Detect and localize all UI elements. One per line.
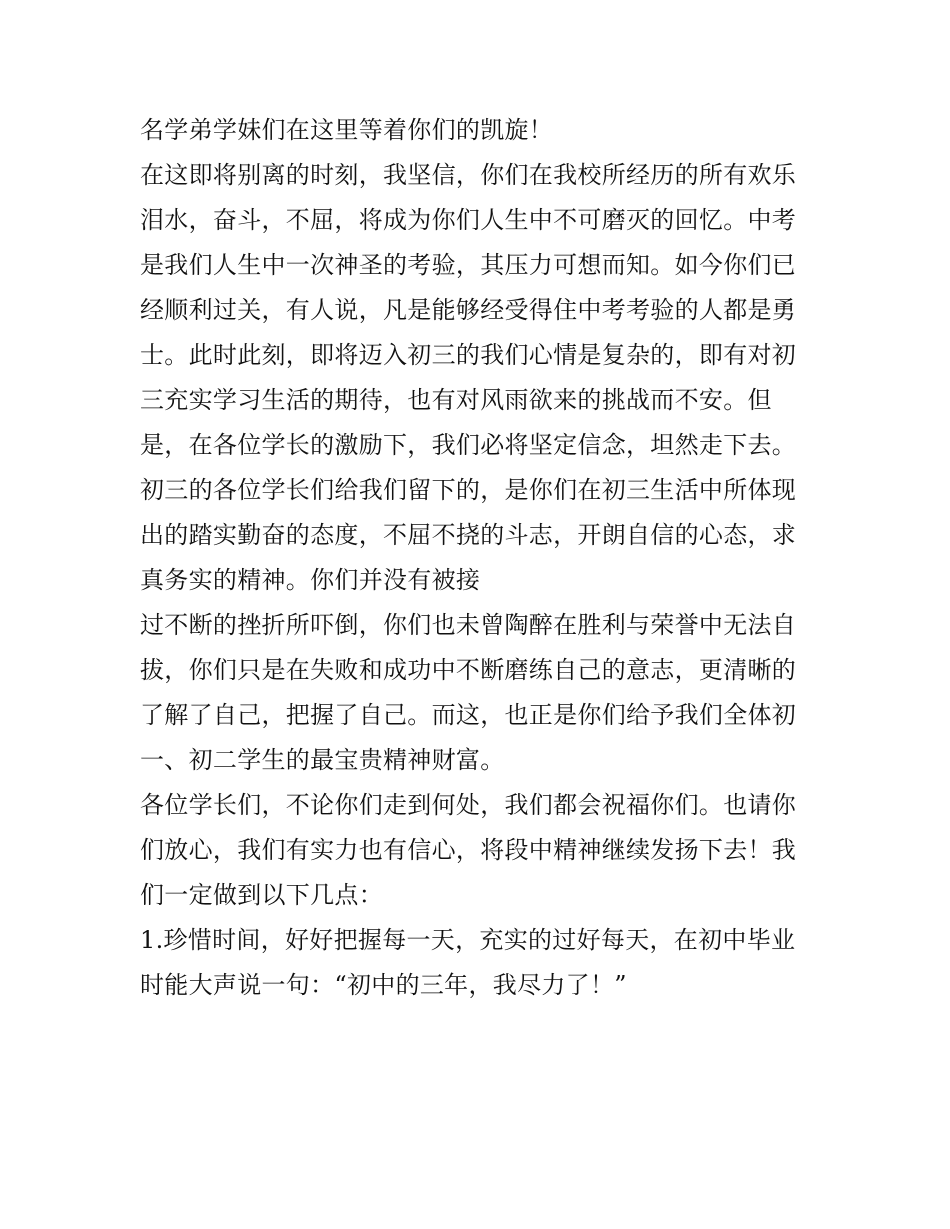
- text-line: 时能大声说一句：“初中的三年，我尽力了！”: [140, 971, 627, 999]
- text-line: 过不断的挫折所吓倒，你们也未曾陶醉在胜利与荣誉中无法自: [140, 611, 797, 639]
- text-line: 们放心，我们有实力也有信心，将段中精神继续发扬下去！我: [140, 836, 797, 864]
- text-line: 经顺利过关，有人说，凡是能够经受得住中考考验的人都是勇: [140, 296, 797, 324]
- document-body: [140, 108, 820, 1008]
- text-line: 1.珍惜时间，好好把握每一天，充实的过好每天，在初中毕业: [140, 926, 796, 954]
- text-line: 出的踏实勤奋的态度，不屈不挠的斗志，开朗自信的心态，求: [140, 521, 797, 549]
- text-line: 们一定做到以下几点：: [140, 881, 383, 909]
- text-line: 泪水，奋斗，不屈，将成为你们人生中不可磨灭的回忆。中考: [140, 206, 797, 234]
- text-line: 在这即将别离的时刻，我坚信，你们在我校所经历的所有欢乐: [140, 161, 797, 189]
- text-line: 是，在各位学长的激励下，我们必将坚定信念，坦然走下去。: [140, 431, 797, 459]
- text-line: 了解了自己，把握了自己。而这，也正是你们给予我们全体初: [140, 701, 797, 729]
- text-line: 拔，你们只是在失败和成功中不断磨练自己的意志，更清晰的: [140, 656, 797, 684]
- text-line: 士。此时此刻，即将迈入初三的我们心情是复杂的，即有对初: [140, 341, 797, 369]
- text-line: 三充实学习生活的期待，也有对风雨欲来的挑战而不安。但: [140, 386, 772, 414]
- text-line: 名学弟学妹们在这里等着你们的凯旋！: [140, 116, 554, 144]
- text-line: 一、初二学生的最宝贵精神财富。: [140, 746, 505, 774]
- text-line: 真务实的精神。你们并没有被接: [140, 566, 481, 594]
- text-line: 各位学长们，不论你们走到何处，我们都会祝福你们。也请你: [140, 791, 797, 819]
- text-line: 初三的各位学长们给我们留下的，是你们在初三生活中所体现: [140, 476, 797, 504]
- text-line: 是我们人生中一次神圣的考验，其压力可想而知。如今你们已: [140, 251, 797, 279]
